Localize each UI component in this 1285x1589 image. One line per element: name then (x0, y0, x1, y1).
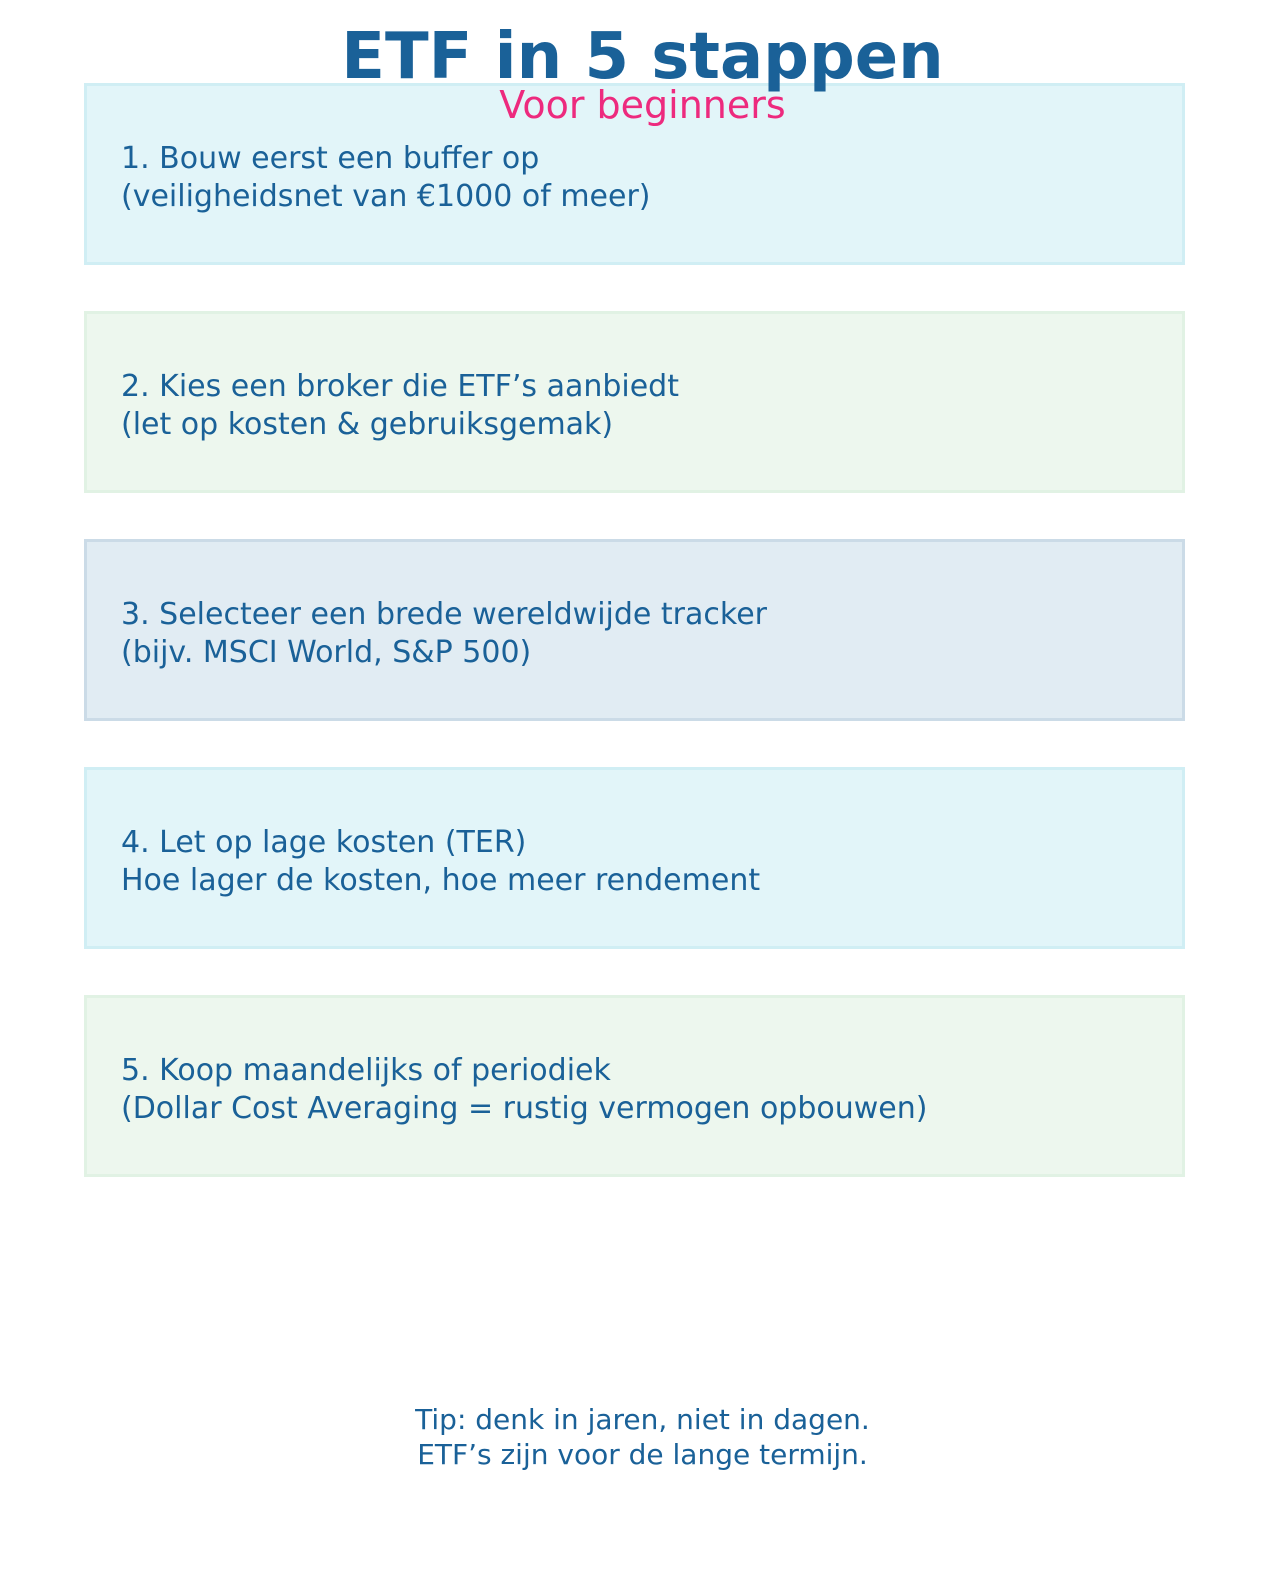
tip-line-2: ETF’s zijn voor de lange termijn. (417, 1438, 868, 1471)
page-title: ETF in 5 stappen (341, 20, 944, 94)
step-detail: (Dollar Cost Averaging = rustig vermogen opbouwen) (121, 1091, 928, 1126)
step-detail: (bijv. MSCI World, S&P 500) (121, 635, 532, 670)
tip-line-1: Tip: denk in jaren, niet in dagen. (415, 1403, 870, 1436)
step-card-5 (84, 995, 1185, 1177)
step-title: 3. Selecteer een brede wereldwijde tracker (121, 597, 767, 632)
step-text (121, 368, 679, 444)
step-title: 1. Bouw eerst een buffer op (121, 141, 540, 176)
step-detail: (veiligheidsnet van €1000 of meer) (121, 179, 651, 214)
step-text (121, 824, 760, 900)
step-card-3 (84, 539, 1185, 721)
step-text (121, 596, 767, 672)
step-title: 4. Let op lage kosten (TER) (121, 825, 527, 860)
step-detail: (let op kosten & gebruiksgemak) (121, 407, 614, 442)
step-card-2 (84, 311, 1185, 493)
page-subtitle: Voor beginners (499, 83, 786, 127)
step-title: 2. Kies een broker die ETF’s aanbiedt (121, 369, 679, 404)
step-text (121, 1052, 927, 1128)
tip-text (0, 1402, 1285, 1472)
step-card-4 (84, 767, 1185, 949)
step-text (121, 140, 651, 216)
step-detail: Hoe lager de kosten, hoe meer rendement (121, 863, 761, 898)
step-title: 5. Koop maandelijks of periodiek (121, 1053, 611, 1088)
